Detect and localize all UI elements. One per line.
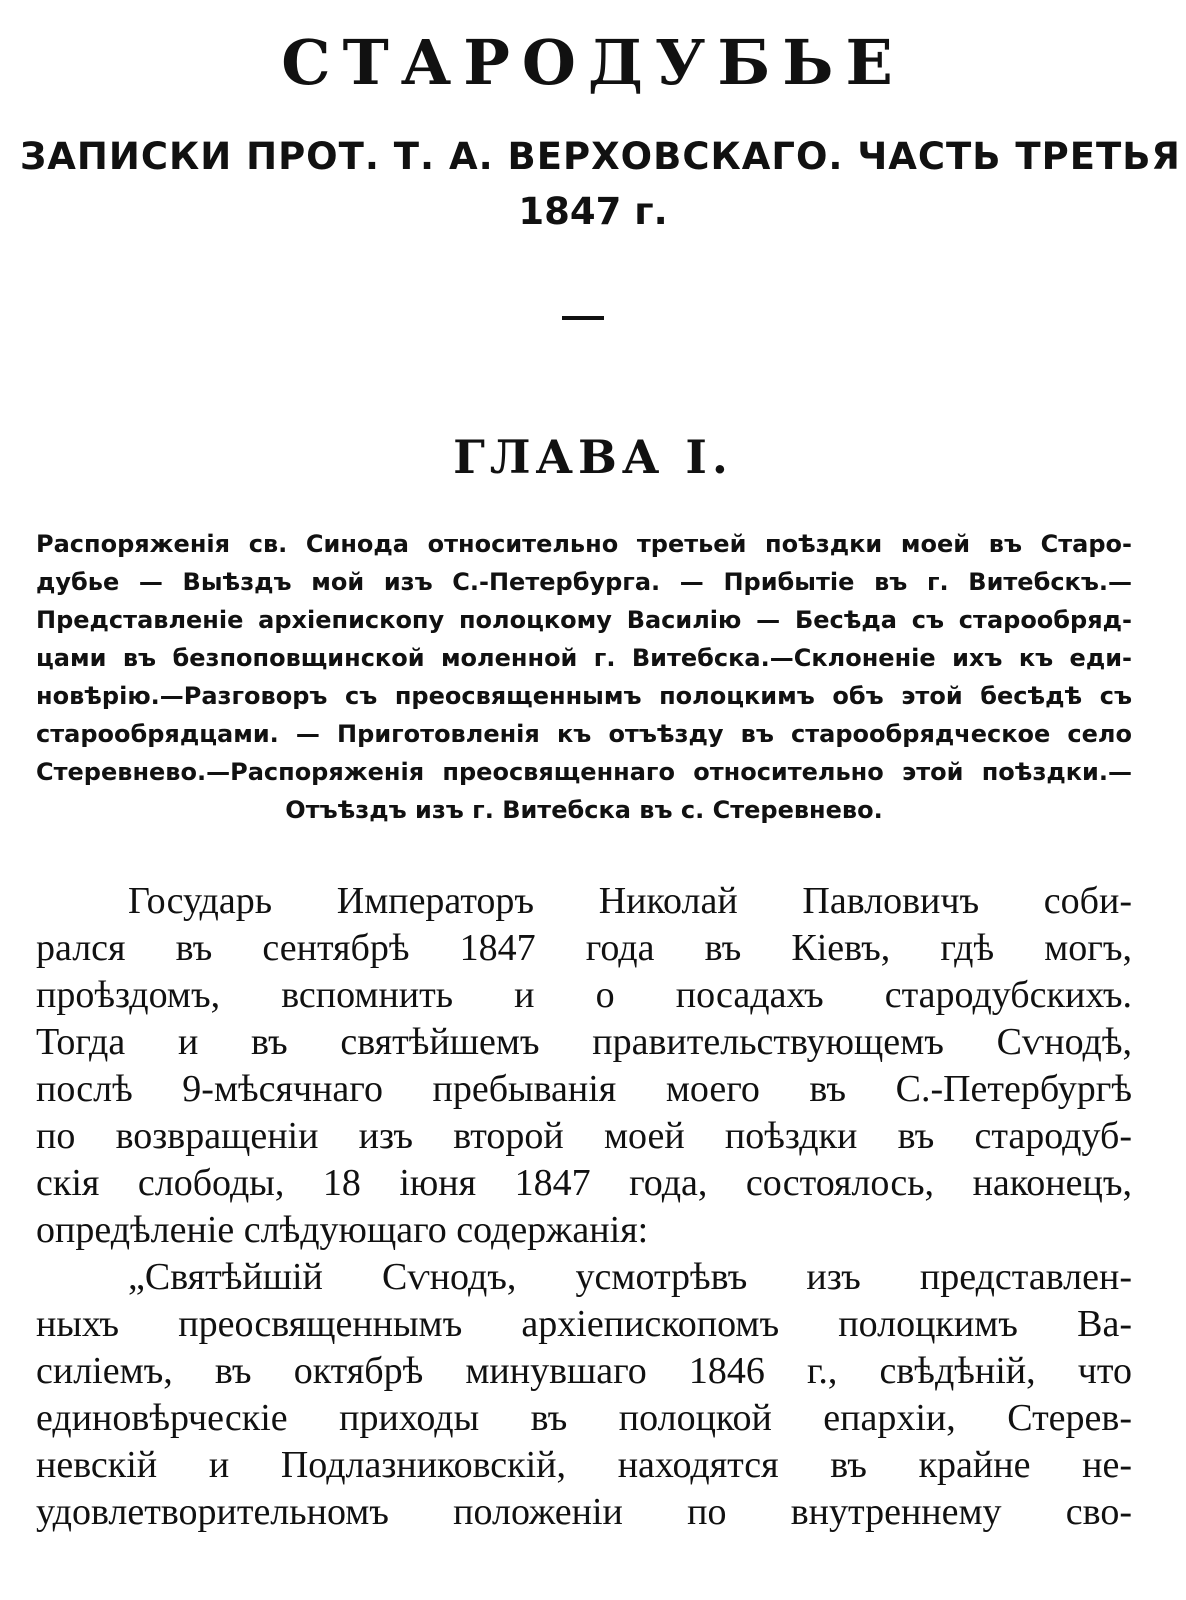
body-line: единовѣрческіе приходы въ полоцкой епархіи, Стерев-: [36, 1397, 1132, 1439]
body-line: по возвращеніи изъ второй моей поѣздки въ стародуб-: [36, 1115, 1132, 1157]
body-line: скія слободы, 18 іюня 1847 года, состоялось, наконецъ,: [36, 1162, 1132, 1204]
body-paragraphs: [36, 878, 1132, 1536]
body-line: „Святѣйшій Сѵнодъ, усмотрѣвъ изъ представлен-: [128, 1256, 1132, 1298]
chapter-summary: [36, 525, 1132, 829]
summary-line: Распоряженія св. Синода относительно третьей поѣздки моей въ Старо-: [36, 530, 1132, 558]
summary-line: дубье — Выѣздъ мой изъ С.-Петербурга. — Прибытіе въ г. Витебскъ.—: [36, 568, 1132, 596]
body-line: опредѣленіе слѣдующаго содержанія:: [36, 1209, 649, 1251]
body-line: невскій и Подлазниковскій, находятся въ крайне не-: [36, 1444, 1132, 1486]
summary-line: Стеревнево.—Распоряженія преосвященнаго относительно этой поѣздки.—: [36, 758, 1132, 786]
body-line: ныхъ преосвященнымъ архіепископомъ полоцкимъ Ва-: [36, 1303, 1132, 1345]
summary-line: Представленіе архіепископу полоцкому Василію — Бесѣда съ старообряд-: [36, 606, 1132, 634]
book-title: СТАРОДУБЬЕ: [281, 26, 905, 99]
summary-line: Отъѣздъ изъ г. Витебска въ с. Стеревнево.: [285, 796, 883, 824]
chapter-heading: ГЛАВА I.: [453, 430, 733, 484]
body-line: проѣздомъ, вспомнить и о посадахъ стародубскихъ.: [36, 974, 1132, 1016]
body-line: силіемъ, въ октябрѣ минувшаго 1846 г., свѣдѣній, что: [36, 1350, 1132, 1392]
body-line: удовлетворительномъ положеніи по внутреннему сво-: [36, 1491, 1132, 1533]
body-line: рался въ сентябрѣ 1847 года въ Кіевъ, гдѣ могъ,: [36, 927, 1132, 969]
summary-line: старообрядцами. — Приготовленія къ отъѣзду въ старообрядческое село: [36, 720, 1132, 748]
summary-line: новѣрію.—Разговоръ съ преосвященнымъ полоцкимъ объ этой бесѣдѣ съ: [36, 682, 1132, 710]
body-line: послѣ 9-мѣсячнаго пребыванія моего въ С.-Петербургѣ: [36, 1068, 1132, 1110]
book-subtitle: ЗАПИСКИ ПРОТ. Т. А. ВЕРХОВСКАГО. ЧАСТЬ ТРЕТЬЯ: [20, 135, 1181, 178]
section-divider: [562, 316, 604, 320]
book-year: 1847 г.: [518, 190, 668, 233]
body-line: Тогда и въ святѣйшемъ правительствующемъ Сѵнодѣ,: [36, 1021, 1132, 1063]
body-line: Государь Императоръ Николай Павловичъ соби-: [128, 880, 1132, 922]
summary-line: цами въ безпоповщинской моленной г. Витебска.—Склоненіе ихъ къ еди-: [36, 644, 1132, 672]
